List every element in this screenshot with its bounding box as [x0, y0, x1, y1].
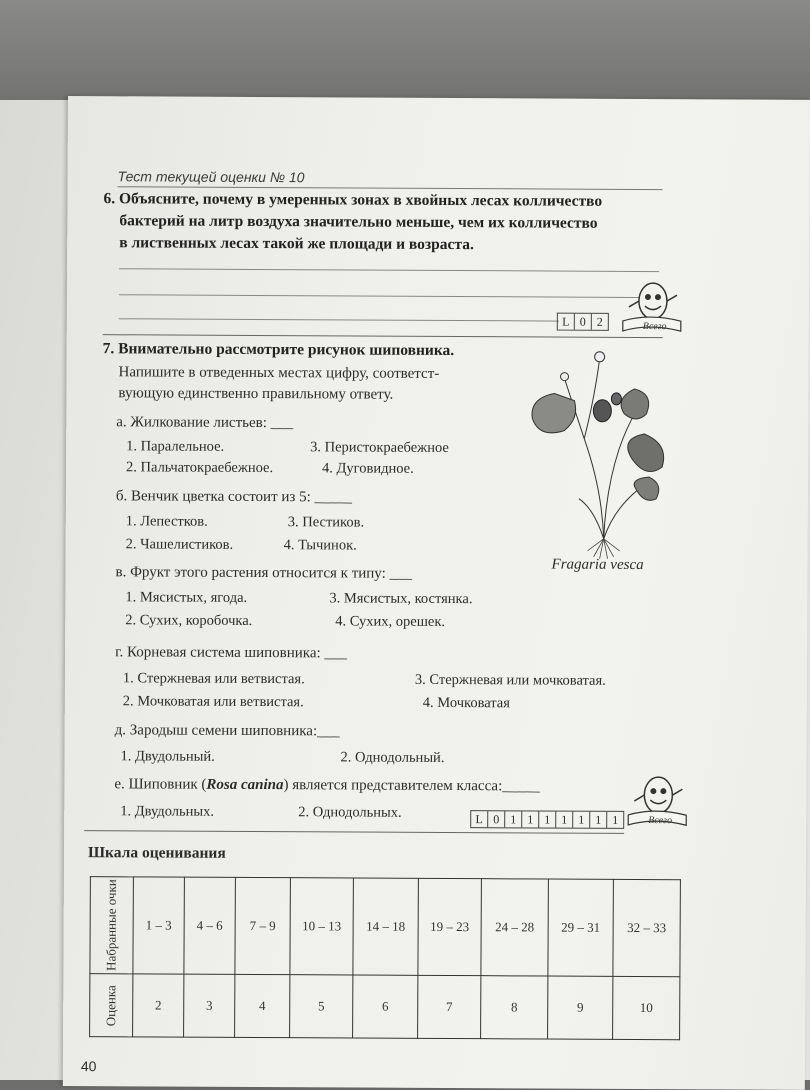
- score-box-q6[interactable]: [557, 313, 609, 331]
- sub-question-b: б. Венчик цветка состоит из 5: _____: [115, 488, 353, 506]
- score-cell: 1: [556, 812, 573, 828]
- option: 1. Мясистых, ягода.: [125, 589, 248, 606]
- sub-question-d: г. Корневая система шиповника: ___: [115, 644, 347, 662]
- section-divider: [84, 830, 624, 834]
- page-header: Тест текущей оценки № 10: [117, 168, 305, 186]
- score-cell: 1: [539, 811, 556, 827]
- grade-cell: 4: [235, 974, 290, 1037]
- points-cell: 7 – 9: [235, 877, 291, 974]
- points-cell: 14 – 18: [353, 878, 419, 975]
- option: 4. Тычинок.: [283, 537, 357, 554]
- option: 4. Дуговидное.: [322, 460, 414, 477]
- mascot-egg-icon: [620, 767, 690, 837]
- points-cell: 19 – 23: [418, 878, 482, 975]
- option: 2. Однодольных.: [298, 804, 402, 821]
- image-caption: Fragaria vesca: [551, 556, 644, 574]
- option: 1. Двудольный.: [120, 748, 215, 765]
- option: 2. Пальчатокраебежное.: [126, 459, 274, 477]
- points-cell: 29 – 31: [548, 879, 614, 976]
- question-6-line: в лиственных лесах такой же площади и возраста.: [119, 234, 474, 254]
- sub-question-e: д. Зародыш семени шиповника:___: [114, 722, 340, 740]
- answer-line[interactable]: [119, 318, 559, 321]
- option: 3. Мясистых, костянка.: [329, 590, 473, 608]
- points-cell: 10 – 13: [290, 878, 354, 975]
- instruction-line: Напишите в отведенных местах цифру, соответст-: [118, 364, 440, 382]
- instruction-line: вующую единственно правильному ответу.: [118, 385, 394, 403]
- question-suffix: ) является представителем класса:_____: [283, 777, 540, 795]
- strawberry-plant-illustration: [524, 338, 685, 559]
- option: 2. Мочковатая или ветвистая.: [122, 693, 304, 711]
- score-cell: 2: [596, 314, 603, 329]
- option: 1. Лепестков.: [125, 513, 208, 530]
- grade-cell: 5: [290, 975, 353, 1038]
- grade-cell: 10: [613, 976, 680, 1039]
- score-cell: 0: [575, 314, 592, 330]
- row-header-grade: Оценка: [90, 974, 133, 1037]
- page-number: 40: [80, 1058, 97, 1075]
- question-prefix: е. Шиповник (: [114, 776, 207, 793]
- grade-cell: 6: [353, 975, 418, 1038]
- species-name: Rosa canina: [206, 776, 284, 794]
- sub-question-f: [114, 776, 539, 795]
- points-cell: 4 – 6: [184, 877, 236, 974]
- grade-cell: 9: [548, 976, 613, 1039]
- score-cell: L: [558, 314, 575, 330]
- score-box-q7[interactable]: [470, 810, 624, 829]
- grade-cell: 8: [481, 976, 548, 1039]
- question-7-instruction: [118, 362, 439, 406]
- score-cell: L: [471, 811, 488, 827]
- option: 1. Стержневая или ветвистая.: [122, 670, 305, 688]
- answer-line[interactable]: [119, 268, 659, 272]
- points-cell: 32 – 33: [613, 879, 681, 976]
- points-cell: 24 – 28: [481, 879, 549, 976]
- option: 1. Двудольных.: [120, 803, 215, 820]
- option: 4. Мочковатая: [422, 694, 510, 712]
- option: 2. Однодольный.: [340, 749, 445, 766]
- option: 2. Чашелистиков.: [125, 536, 234, 553]
- score-cell: 1: [612, 812, 619, 827]
- score-cell: 1: [505, 811, 522, 827]
- points-cell: 1 – 3: [133, 877, 185, 974]
- option: 4. Сухих, орешек.: [335, 613, 446, 630]
- question-6-line: 6. Объясните, почему в умеренных зонах в хвойных лесах колличество: [103, 190, 603, 210]
- mascot-egg-icon: [615, 273, 685, 343]
- option: 3. Стержневая или мочковатая.: [414, 671, 606, 689]
- mascot-label: Всего: [642, 321, 667, 333]
- sub-question-c: в. Фрукт этого растения относится к типу: ___: [115, 564, 413, 582]
- option: 3. Пестиков.: [287, 514, 365, 531]
- question-6-line: бактерий на литр воздуха значительно меньше, чем их колличество: [119, 212, 598, 232]
- desk-background: [0, 0, 810, 110]
- workbook-page: [63, 96, 810, 1090]
- option: 2. Сухих, коробочка.: [125, 612, 253, 629]
- points-row: [90, 877, 680, 977]
- scale-title: Шкала оценивания: [87, 844, 226, 862]
- row-header-points: Набранные очки: [90, 877, 134, 974]
- option: 3. Перистокраебежное: [310, 439, 449, 456]
- grade-cell: 2: [133, 974, 184, 1037]
- grade-cell: 7: [418, 975, 481, 1038]
- option: 1. Паралельное.: [126, 438, 225, 455]
- section-divider: [103, 334, 663, 338]
- score-cell: 0: [488, 811, 505, 827]
- score-cell: 1: [590, 812, 607, 828]
- question-6: [103, 188, 703, 257]
- question-7-title: 7. Внимательно рассмотрите рисунок шиповника.: [102, 340, 455, 360]
- score-cell: 1: [522, 811, 539, 827]
- answer-line[interactable]: [119, 294, 659, 298]
- grading-scale-table: [89, 876, 681, 1040]
- score-cell: 1: [573, 812, 590, 828]
- sub-question-a: а. Жилкование листьев: ___: [116, 414, 294, 432]
- grades-row: [90, 974, 680, 1040]
- grade-cell: 3: [184, 974, 235, 1037]
- mascot-label: Всего: [648, 815, 673, 827]
